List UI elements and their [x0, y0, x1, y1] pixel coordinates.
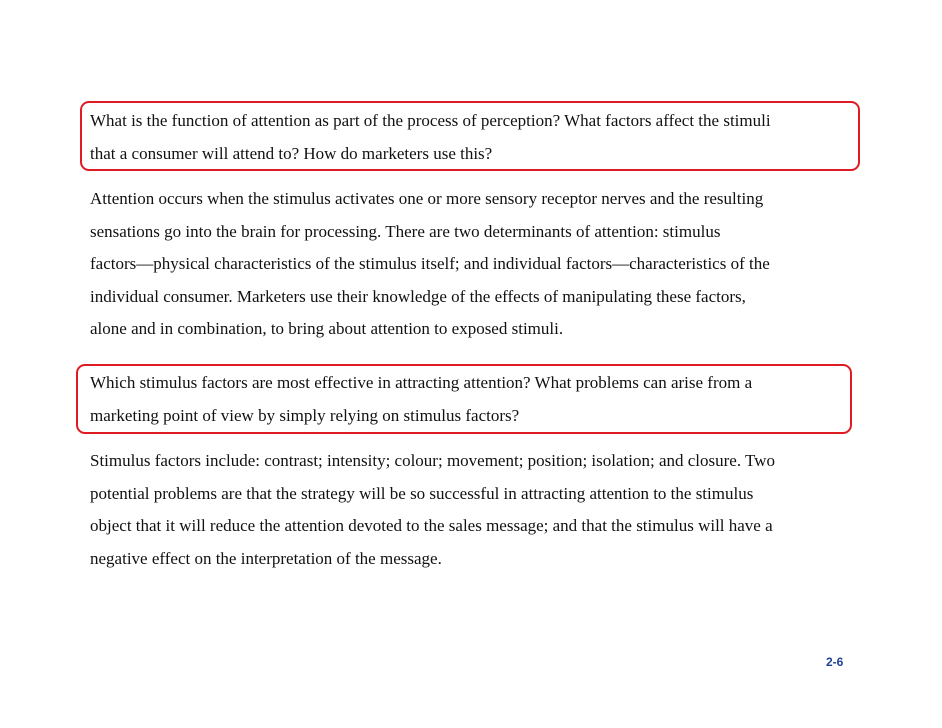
question-1 [90, 105, 870, 170]
question-1-line-2: that a consumer will attend to? How do marketers use this? [90, 143, 493, 163]
answer-1-line-5: alone and in combination, to bring about attention to exposed stimuli. [90, 319, 564, 338]
answer-1-line-3: factors—physical characteristics of the stimulus itself; and individual factors—characteristics of the [90, 254, 770, 273]
answer-1 [90, 183, 870, 346]
answer-1-line-4: individual consumer. Marketers use their knowledge of the effects of manipulating these factors, [90, 286, 746, 306]
answer-1-line-1: Attention occurs when the stimulus activates one or more sensory receptor nerves and the resulting [90, 189, 764, 208]
question-2-line-1: Which stimulus factors are most effective in attracting attention? What problems can arise from a [90, 373, 753, 392]
answer-2-line-1: Stimulus factors include: contrast; intensity; colour; movement; position; isolation; and closure. Two [90, 451, 776, 470]
question-2-line-2: marketing point of view by simply relying on stimulus factors? [90, 405, 520, 425]
answer-2 [90, 445, 870, 575]
answer-2-line-2: potential problems are that the strategy will be so successful in attracting attention to the stimulus [90, 483, 754, 503]
answer-2-line-4: negative effect on the interpretation of the message. [90, 548, 442, 568]
question-2 [90, 367, 870, 432]
question-1-line-1: What is the function of attention as part of the process of perception? What factors affect the stimuli [90, 111, 771, 130]
answer-2-line-3: object that it will reduce the attention devoted to the sales message; and that the stimulus will have a [90, 516, 773, 535]
answer-1-line-2: sensations go into the brain for processing. There are two determinants of attention: stimulus [90, 221, 721, 241]
page-number: 2-6 [826, 655, 844, 669]
